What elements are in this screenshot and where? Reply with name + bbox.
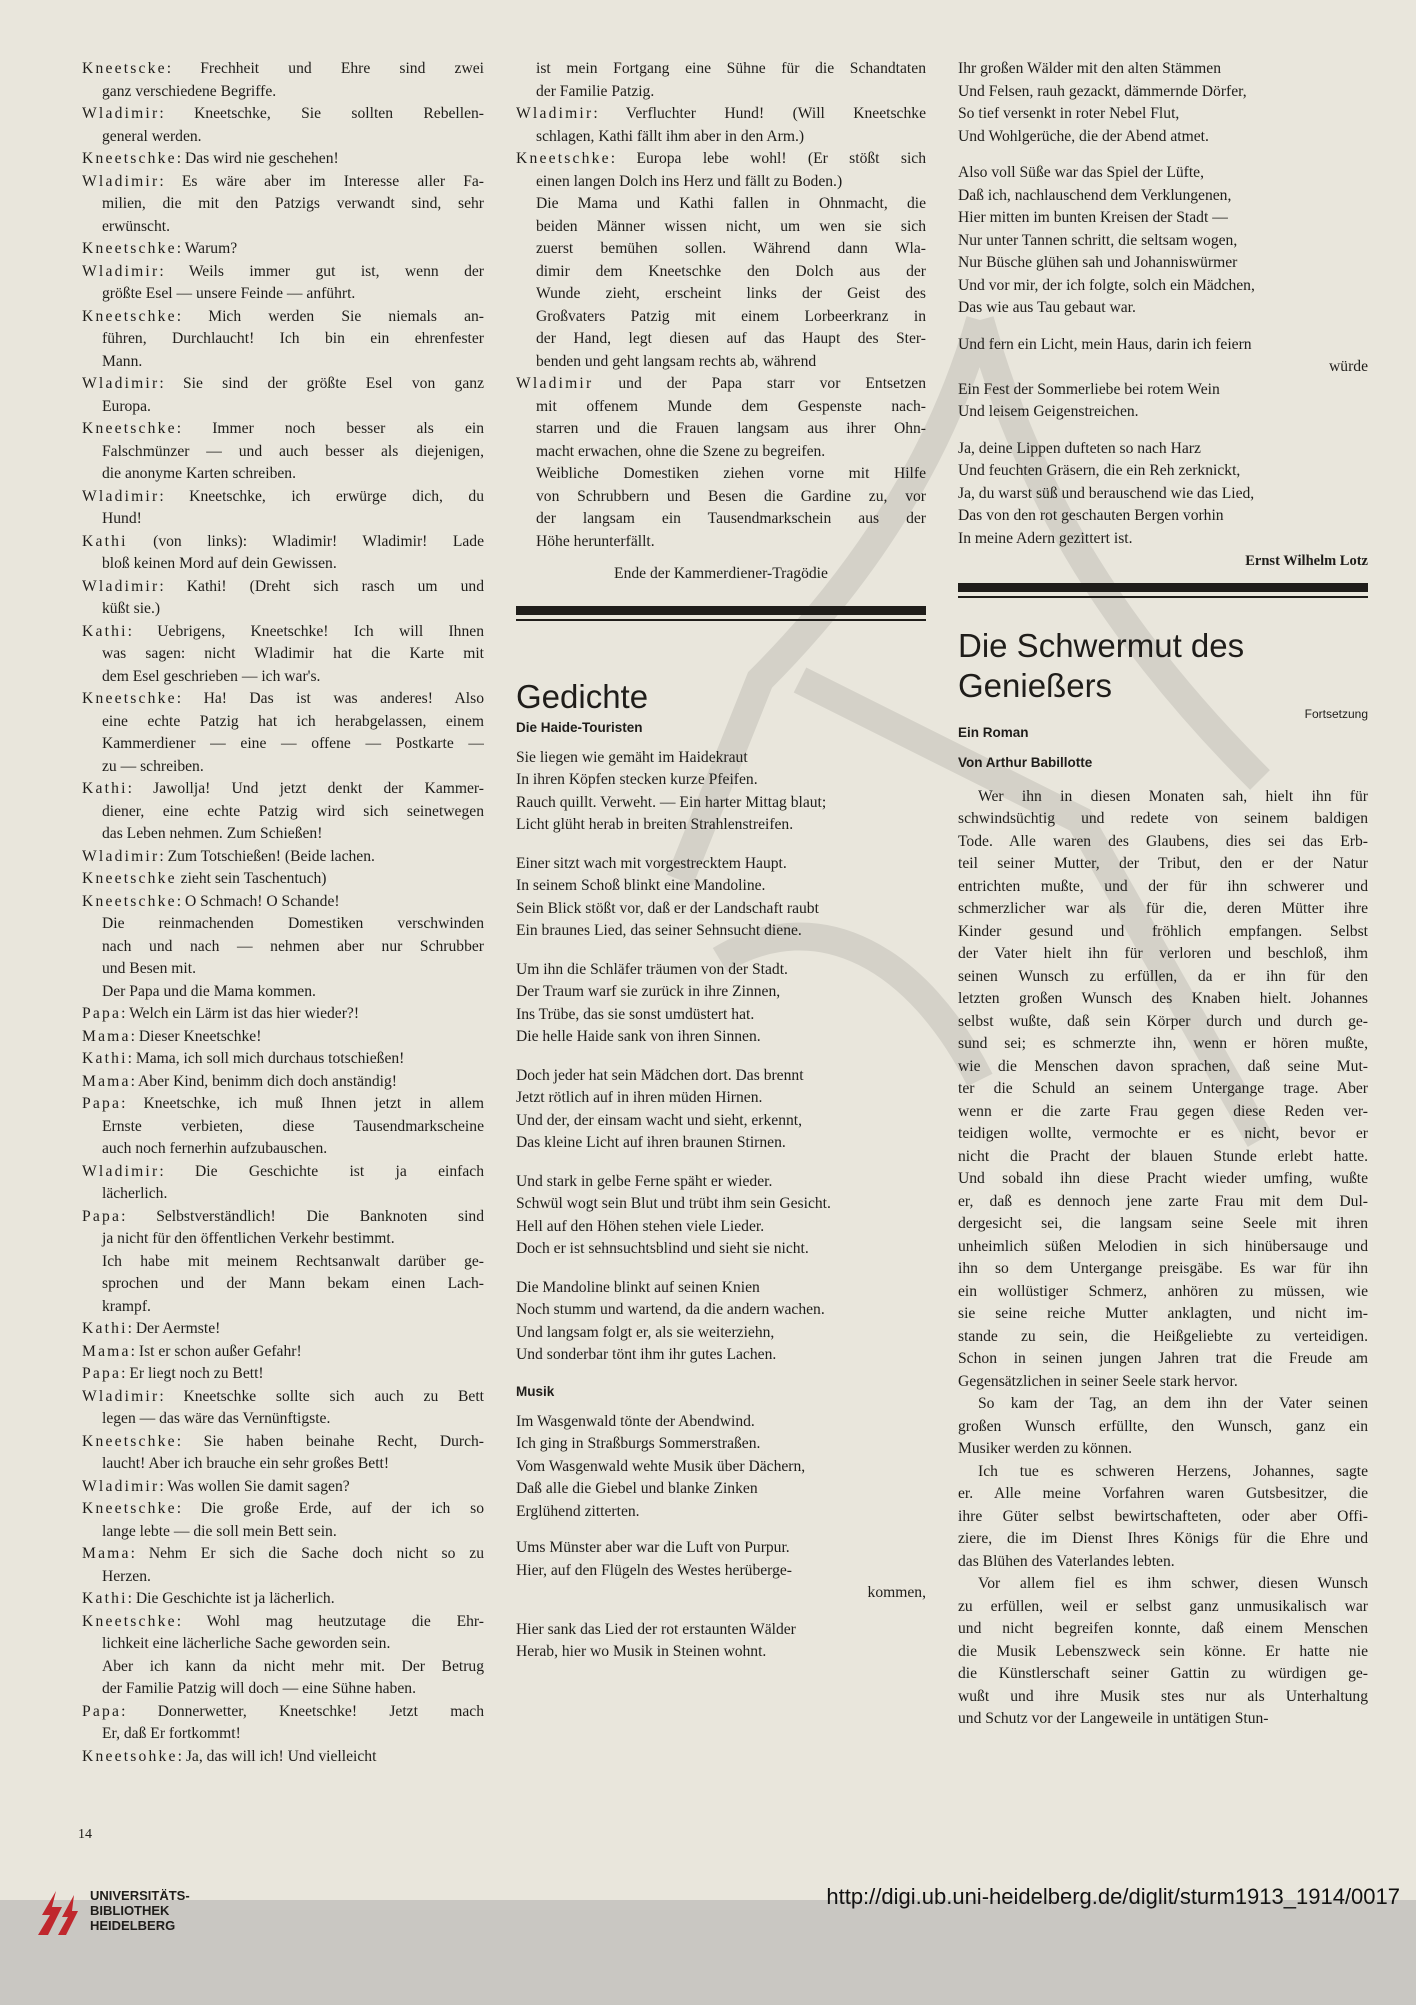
speaker-name: Mama — [82, 1072, 131, 1090]
text-line: Mama: Dieser Kneetschke! — [82, 1027, 262, 1045]
poem-line: Ein braunes Lied, das seiner Sehnsucht diene. — [516, 922, 802, 939]
text-line: Europa. — [102, 397, 151, 415]
poem-line: Und feuchten Gräsern, die ein Reh zerknickt, — [958, 462, 1241, 479]
text-line: Kathi: Mama, ich soll mich durchaus totschießen! — [82, 1050, 405, 1067]
speaker-name: Wladimir — [82, 172, 160, 190]
poem-line: Sie liegen wie gemäht im Haidekraut — [516, 748, 748, 766]
text-line: Aber ich kann da nicht mehr mit. Der Betrug — [102, 1657, 484, 1675]
text-line: starren und die Frauen langsam aus ihrer Ohn- — [536, 420, 926, 437]
speaker-name: Wladimir — [82, 847, 160, 865]
column-left-drama — [82, 58, 484, 1768]
text-line: Wladimir: Die Geschichte ist ja einfach — [82, 1162, 484, 1180]
text-line: auch noch fernerhin aufzubauschen. — [102, 1140, 328, 1157]
text-line: general werden. — [102, 127, 202, 145]
poem-line: In meine Adern gezittert ist. — [958, 529, 1133, 547]
poem-line: Daß ich, nachlauschend dem Verklungenen, — [958, 186, 1232, 204]
text-line: zuerst bemühen sollen. Während dann Wla- — [536, 240, 926, 257]
text-line: Papa: Selbstverständlich! Die Banknoten sind — [82, 1207, 484, 1225]
text-line: Kathi: Jawollja! Und jetzt denkt der Kammer- — [82, 780, 484, 797]
drama-conclusion — [516, 58, 926, 553]
text-line: Kammerdiener — eine — offene — Postkarte — — [102, 735, 484, 752]
poem-line: Und langsam folgt er, als sie weiterziehn, — [516, 1323, 775, 1341]
poem-line: Ums Münster aber war die Luft von Purpur. — [516, 1539, 790, 1556]
poem-line: Licht glüht herab in breiten Strahlenstreifen. — [516, 816, 794, 833]
text-line: Wladimir: Zum Totschießen! (Beide lachen. — [82, 847, 375, 865]
text-line: Mama: Ist er schon außer Gefahr! — [82, 1342, 302, 1360]
speaker-name: Kathi — [82, 1320, 128, 1337]
poem-line: Erglühend zitterten. — [516, 1502, 640, 1520]
text-line: der langsam ein Tausendmarkschein aus der — [536, 510, 926, 527]
novel-line: selbst wußte, daß sein Körper durch und durch ge- — [958, 1012, 1368, 1030]
novel-line: letzten großen Wunsch des Knaben hielt. Johannes — [958, 990, 1368, 1007]
novel-line: schwindsüchtig und redete von seinem baldigen — [958, 810, 1368, 827]
novel-line: Ich tue es schweren Herzens, Johannes, sagte — [978, 1462, 1368, 1480]
speaker-name: Kneetschke — [516, 150, 611, 167]
poem-line: In seinem Schoß blinkt eine Mandoline. — [516, 877, 766, 894]
text-line: Kneetscke: Frechheit und Ehre sind zwei — [82, 60, 484, 77]
text-line: Kneetschke: Die große Erde, auf der ich so — [82, 1500, 484, 1517]
text-line: Herzen. — [102, 1567, 151, 1585]
speaker-name: Wladimir — [82, 1387, 160, 1405]
poem-line: Ich ging in Straßburgs Sommerstraßen. — [516, 1435, 761, 1452]
text-line: Papa: Welch ein Lärm ist das hier wieder?! — [82, 1005, 360, 1022]
speaker-name: Kathi — [82, 622, 128, 640]
text-line: Mama: Nehm Er sich die Sache doch nicht so zu — [82, 1545, 484, 1562]
text-line: Papa: Kneetschke, ich muß Ihnen jetzt in allem — [82, 1095, 484, 1112]
speaker-name: Kneetschke — [82, 1432, 177, 1450]
text-line: Mann. — [102, 352, 143, 370]
poem-musik — [516, 1411, 926, 1664]
text-line: Wladimir und der Papa starr vor Entsetzen — [516, 375, 926, 392]
poem-haide-touristen — [516, 747, 926, 1367]
text-line: Kneetschke: Warum? — [82, 240, 238, 257]
text-line: Wladimir: Kathi! (Dreht sich rasch um und — [82, 577, 484, 595]
novel-line: Musiker werden zu können. — [958, 1440, 1133, 1457]
text-line: Mama: Aber Kind, benimm dich doch anständig! — [82, 1072, 397, 1090]
text-line: küßt sie.) — [102, 600, 161, 617]
text-line: eine echte Patzig hat ich herabgelassen, einem — [102, 712, 484, 730]
novel-line: zu erfüllen, weil er selbst ganz unmusikalisch war — [958, 1597, 1368, 1615]
speaker-name: Kathi — [82, 1050, 128, 1067]
novel-line: er, daß es dennoch jene zarte Frau mit dem Dul- — [958, 1192, 1368, 1210]
speaker-name: Kneetschke — [82, 240, 177, 257]
speaker-name: Papa — [82, 1702, 122, 1720]
text-line: Kathi: Die Geschichte ist ja lächerlich. — [82, 1590, 335, 1607]
speaker-name: Wladimir — [82, 375, 160, 392]
text-line: milien, die mit den Patzigs verwandt sind, sehr — [102, 195, 484, 212]
poem-line: Und sonderbar tönt ihm ihr gutes Lachen. — [516, 1346, 777, 1363]
speaker-name: Mama — [82, 1342, 131, 1360]
text-line: führen, Durchlaucht! Ich bin ein ehrenfester — [102, 330, 484, 347]
text-line: Wladimir: Sie sind der größte Esel von ganz — [82, 375, 484, 392]
novel-line: sund sei; es schmerzte ihn, wenn er hören mußte, — [958, 1035, 1368, 1052]
digitization-url-link[interactable]: http://digi.ub.uni-heidelberg.de/diglit/sturm1913_1914/0017 — [826, 1884, 1400, 1909]
text-line: erwünscht. — [102, 217, 170, 235]
poem-line: Hier sank das Lied der rot erstaunten Wälder — [516, 1620, 796, 1638]
text-line: Kneetschke: Immer noch besser als ein — [82, 420, 484, 437]
speaker-name: Kneetschke — [82, 1500, 177, 1517]
text-line: Wladimir: Kneetschke sollte sich auch zu Bett — [82, 1387, 484, 1405]
poem-line: Und vor mir, der ich folgte, solch ein Mädchen, — [958, 276, 1255, 294]
text-line: Kneetschke: Das wird nie geschehen! — [82, 150, 339, 167]
text-line: das Leben nehmen. Zum Schießen! — [102, 825, 323, 842]
poem-line: Ihr großen Wälder mit den alten Stämmen — [958, 60, 1221, 77]
speaker-name: Papa — [82, 1207, 122, 1225]
text-line: Kneetsohke: Ja, das will ich! Und vielleicht — [82, 1747, 377, 1765]
poem-line-wrap: würde — [1329, 358, 1368, 375]
library-name-line2: BIBLIOTHEK — [90, 1903, 170, 1918]
poem-line: Vom Wasgenwald wehte Musik über Dächern, — [516, 1457, 806, 1475]
poem-line: Die helle Haide sank von ihren Sinnen. — [516, 1028, 761, 1045]
novel-line: entrichten mußte, und der für ihn schwerer und — [958, 877, 1368, 895]
novel-line: ter die Schuld an seinem Untergange trage. Aber — [958, 1080, 1368, 1097]
novel-line: wenn er die zarte Frau gegen diese Reden ver- — [958, 1102, 1368, 1120]
novel-line: schmerzlicher war als für die, deren Mütter ihre — [958, 900, 1368, 917]
novel-line: unheimlich süßen Melodien in sich hinübersauge und — [958, 1237, 1368, 1255]
text-line: legen — das wäre das Vernünftigste. — [102, 1410, 331, 1427]
novel-subtitle: Ein Roman — [958, 724, 1029, 740]
poem-line: Ein Fest der Sommerliebe bei rotem Wein — [958, 380, 1220, 398]
text-line: Die Mama und Kathi fallen in Ohnmacht, die — [536, 195, 926, 212]
text-line: Die reinmachenden Domestiken verschwinden — [102, 915, 484, 932]
text-line: lichkeit eine lächerliche Sache geworden sein. — [102, 1635, 391, 1652]
speaker-name: Papa — [82, 1365, 122, 1382]
section-divider-thick — [516, 606, 926, 615]
novel-line: nicht die Pracht der blauen Stunde erlebt hatte. — [958, 1147, 1368, 1165]
text-line: Wladimir: Verfluchter Hund! (Will Kneetschke — [516, 105, 926, 122]
text-line: Wladimir: Was wollen Sie damit sagen? — [82, 1477, 350, 1495]
novel-line: Gegensätzlichen in seiner Seele stark hervor. — [958, 1372, 1238, 1390]
novel-line: seinen Wunsch zu erfüllen, da er ihn für den — [958, 967, 1368, 985]
poem-line: Das von den rot geschauten Bergen vorhin — [958, 507, 1224, 524]
text-line: krampf. — [102, 1297, 151, 1315]
novel-line: wußt und ihre Musik stes nur als Unterhaltung — [958, 1687, 1368, 1705]
column-right — [958, 58, 1368, 1731]
speaker-name: Wladimir — [82, 105, 160, 122]
text-line: ja nicht für den öffentlichen Verkehr bestimmt. — [102, 1230, 395, 1247]
speaker-name: Kneetschke — [82, 892, 177, 910]
library-name-line1: UNIVERSITÄTS- — [90, 1888, 190, 1903]
text-line: was sagen: nicht Wladimir hat die Karte mit — [102, 645, 484, 662]
novel-line: Tode. Alle waren des Glaubens, dies sei das Erb- — [958, 832, 1368, 850]
poem-line: Das kleine Licht auf ihren braunen Stirnen. — [516, 1134, 786, 1151]
poem-line: Jetzt rötlich auf in ihren müden Hirnen. — [516, 1089, 763, 1106]
novel-line: stande zu sein, die Heißgeliebte zu verteidigen. — [958, 1327, 1368, 1345]
text-line: Höhe herunterfällt. — [536, 532, 655, 550]
novel-line: teil seiner Mutter, der Tribut, den er der Natur — [958, 855, 1368, 872]
poem-line: Schwül wogt sein Blut und trübt ihm sein Gesicht. — [516, 1195, 831, 1212]
novel-continued-label: Fortsetzung — [1304, 706, 1368, 721]
text-line: lächerlich. — [102, 1185, 168, 1202]
speaker-name: Kneetschke — [82, 307, 177, 325]
poem-line: Und stark in gelbe Ferne späht er wieder. — [516, 1172, 773, 1190]
text-line: Falschmünzer — und auch besser als diejenigen, — [102, 442, 484, 460]
text-line: Ich habe mit meinem Rechtsanwalt darüber ge- — [102, 1252, 484, 1270]
poem-line: Das wie aus Tau gebaut war. — [958, 299, 1136, 316]
text-line: zu — schreiben. — [102, 757, 204, 775]
poem-author: Ernst Wilhelm Lotz — [1245, 553, 1368, 569]
speaker-name: Kneetschke — [82, 150, 177, 167]
poem-line: Hier, auf den Flügeln des Westes herüberge- — [516, 1561, 792, 1579]
poem-title-musik: Musik — [516, 1383, 555, 1399]
speaker-name: Kneetscke — [82, 60, 167, 77]
novel-line: sie seine reiche Mutter anklagten, und nicht im- — [958, 1305, 1368, 1322]
poem-line: Doch er ist sehnsuchtsblind und sieht sie nicht. — [516, 1240, 809, 1257]
text-line: bloß keinen Mord auf dein Gewissen. — [102, 555, 337, 572]
speaker-name: Wladimir — [82, 577, 160, 595]
speaker-name: Wladimir — [82, 1162, 160, 1180]
text-line: Kneetschke: Ha! Das ist was anderes! Also — [82, 690, 484, 707]
text-line: beiden Männer wissen nicht, um wen sie sich — [536, 217, 926, 235]
text-line: nach und nach — nehmen aber nur Schrubber — [102, 937, 484, 955]
text-line: Wladimir: Kneetschke, Sie sollten Rebellen- — [82, 105, 484, 122]
text-line: Kathi: Der Aermste! — [82, 1320, 221, 1337]
text-line: Kneetschke: Sie haben beinahe Recht, Durch- — [82, 1432, 484, 1450]
speaker-name: Kneetschke — [82, 870, 177, 887]
text-line: Kneetschke: Europa lebe wohl! (Er stößt sich — [516, 150, 926, 167]
library-logo-icon — [34, 1885, 80, 1939]
text-line: Kathi (von links): Wladimir! Wladimir! Lade — [82, 532, 484, 550]
speaker-name: Wladimir — [82, 1477, 160, 1495]
novel-line: teidigen wollte, vermochte er es nicht, bevor er — [958, 1125, 1368, 1142]
poem-line: Also voll Süße war das Spiel der Lüfte, — [958, 164, 1204, 181]
novel-line: ziere, die im Dienst Ihres Königs für die Ehre und — [958, 1530, 1368, 1547]
speaker-name: Wladimir — [516, 375, 594, 392]
speaker-name: Wladimir — [82, 262, 160, 280]
poem-line: Daß alle die Giebel und blanke Zinken — [516, 1480, 758, 1497]
speaker-name: Kathi — [82, 1590, 128, 1607]
speaker-name: Mama — [82, 1545, 131, 1562]
poem-line: Herab, hier wo Musik in Steinen wohnt. — [516, 1643, 767, 1660]
drama-end-note: Ende der Kammerdiener-Tragödie — [614, 565, 828, 582]
speaker-name: Kathi — [82, 532, 128, 550]
poem-line: So tief versenkt in roter Nebel Flut, — [958, 105, 1180, 122]
text-line: Papa: Donnerwetter, Kneetschke! Jetzt mach — [82, 1702, 484, 1720]
text-line: ist mein Fortgang eine Sühne für die Schandtaten — [536, 60, 926, 77]
poem-line: Im Wasgenwald tönte der Abendwind. — [516, 1412, 755, 1430]
novel-line: Kinder gesund und fröhlich empfangen. Selbst — [958, 922, 1368, 940]
novel-line: die Musik Lebenszweck sein könne. Er hatte nie — [958, 1642, 1368, 1660]
poem-line: Sein Blick stößt vor, daß er der Landschaft raubt — [516, 899, 819, 917]
poem-line: Hier mitten im bunten Kreisen der Stadt — — [958, 209, 1228, 226]
novel-line: die Künstlerschaft seiner Gattin zu würdigen ge- — [958, 1665, 1368, 1682]
text-line: Kneetschke: O Schmach! O Schande! — [82, 892, 340, 910]
poem-line: Doch jeder hat sein Mädchen dort. Das brennt — [516, 1066, 804, 1084]
text-line: Er, daß Er fortkommt! — [102, 1725, 241, 1742]
text-line: Kathi: Uebrigens, Kneetschke! Ich will Ihnen — [82, 622, 484, 640]
text-line: macht erwachen, ohne die Szene zu begreifen. — [536, 442, 826, 460]
novel-heading-line1: Die Schwermut des — [958, 626, 1245, 664]
novel-line: er. Alle meine Vorfahren waren Gutsbesitzer, die — [958, 1485, 1368, 1502]
novel-line: ein wollüstiger Schmerz, anhören zu müssen, wie — [958, 1282, 1368, 1300]
text-line: und Besen mit. — [102, 960, 196, 977]
speaker-name: Kneetschke — [82, 1612, 177, 1630]
text-line: laucht! Aber ich brauche ein sehr großes Bett! — [102, 1455, 390, 1472]
text-line: die anonyme Karten schreiben. — [102, 465, 296, 482]
text-line: ganz verschiedene Begriffe. — [102, 82, 277, 100]
text-line: größte Esel — unsere Feinde — anführt. — [102, 285, 356, 302]
text-line: Wladimir: Weils immer gut ist, wenn der — [82, 262, 484, 280]
novel-line: ihre Güter selbst bewirtschafteten, oder aber Offi- — [958, 1507, 1368, 1525]
text-line: der Familie Patzig. — [536, 82, 655, 100]
novel-line: wie die Menschen davon sprachen, daß seine Mut- — [958, 1057, 1368, 1075]
novel-line: Und sobald ihn diese Pracht wieder umfing, wußte — [958, 1170, 1368, 1187]
novel-line: Vor allem fiel es ihm schwer, diesen Wunsch — [978, 1575, 1368, 1592]
poem-line: Und fern ein Licht, mein Haus, darin ich feiern — [958, 335, 1252, 353]
novel-line: der Vater hielt ihn für verloren und beschloß, ihm — [958, 945, 1368, 962]
poem-line: Um ihn die Schläfer träumen von der Stadt. — [516, 960, 788, 978]
poem-line-wrap: kommen, — [867, 1584, 926, 1601]
poem-line: Die Mandoline blinkt auf seinen Knien — [516, 1278, 760, 1296]
novel-line: So kam der Tag, an dem ihn der Vater seinen — [978, 1395, 1368, 1412]
poem-musik-continued — [958, 58, 1368, 550]
speaker-name: Mama — [82, 1027, 131, 1045]
novel-line: Wer ihn in diesen Monaten sah, hielt ihn für — [978, 787, 1368, 805]
novel-line: das Blühen des Vaterlandes lebten. — [958, 1552, 1175, 1570]
text-line: dem Esel geschrieben — ich war's. — [102, 667, 321, 685]
page-number: 14 — [78, 1827, 92, 1842]
column-middle — [516, 58, 926, 1664]
novel-text — [958, 786, 1368, 1731]
poem-line: Und leisem Geigenstreichen. — [958, 403, 1139, 420]
text-line: dimir dem Kneetschke den Dolch aus der — [536, 262, 926, 280]
text-line: Kneetschke: Wohl mag heutzutage die Ehr- — [82, 1612, 484, 1630]
text-line: Ernste verbieten, diese Tausendmarkscheine — [102, 1117, 484, 1135]
novel-line: und Schutz vor der Langeweile in untätigen Stun- — [958, 1710, 1269, 1727]
text-line: der Hand, legt diesen auf das Haupt des Ster- — [536, 330, 926, 347]
text-line: einen langen Dolch ins Herz und fällt zu Boden.) — [536, 172, 843, 190]
novel-line: ihn so dem Untergange preisgäbe. Es war für ihn — [958, 1260, 1368, 1277]
poem-line: Einer sitzt wach mit vorgestrecktem Haupt. — [516, 854, 787, 872]
novel-line: und nicht begreifen konnte, daß einem Menschen — [958, 1620, 1368, 1637]
poem-line: Nur unter Tannen schritt, die seltsam wogen, — [958, 231, 1238, 249]
novel-line: großen Wunsch erfüllte, den Wunsch, ganz ein — [958, 1417, 1368, 1435]
poem-line: Der Traum warf sie zurück in ihre Zinnen, — [516, 983, 781, 1000]
speaker-name: Papa — [82, 1095, 122, 1112]
text-line: der Familie Patzig will doch — eine Sühne haben. — [102, 1680, 416, 1697]
text-line: mit offenem Munde dem Gespenste nach- — [536, 397, 926, 415]
text-line: Weibliche Domestiken ziehen vorne mit Hilfe — [536, 465, 926, 482]
library-name — [90, 1888, 190, 1933]
speaker-name: Wladimir — [516, 105, 594, 122]
poems-heading: Gedichte — [516, 677, 649, 715]
novel-author: Von Arthur Babillotte — [958, 754, 1093, 770]
text-line: Großvaters Patzig mit einem Lorbeerkranz in — [536, 307, 926, 325]
poem-line: Ins Trübe, das sie sonst umdüstert hat. — [516, 1005, 755, 1023]
text-line: von Schrubbern und Besen die Gardine zu, vor — [536, 487, 926, 505]
text-line: Kneetschke: Mich werden Sie niemals an- — [82, 307, 484, 325]
poem-line: Und Felsen, rauh gezackt, dämmernde Dörfer, — [958, 82, 1247, 100]
poem-line: Und Wohlgerüche, die der Abend atmet. — [958, 127, 1209, 145]
poem-line: Rauch quillt. Verweht. — Ein harter Mittag blaut; — [516, 793, 827, 811]
text-line: Wladimir: Kneetschke, ich erwürge dich, du — [82, 487, 484, 505]
section-divider-thick — [958, 583, 1368, 592]
speaker-name: Papa — [82, 1005, 122, 1022]
speaker-name: Kneetschke — [82, 420, 177, 437]
poem-line: In ihren Köpfen stecken kurze Pfeifen. — [516, 771, 758, 788]
speaker-name: Kathi — [82, 780, 128, 797]
poem-line: Ja, deine Lippen dufteten so nach Harz — [958, 439, 1201, 457]
text-line: Hund! — [102, 510, 142, 527]
novel-heading-line2: Genießers — [958, 666, 1113, 704]
text-line: Wunde zieht, erscheint links der Geist des — [536, 285, 926, 302]
novel-line: dergesicht sei, die langsam seine Seele mit ihren — [958, 1215, 1368, 1232]
text-line: Papa: Er liegt noch zu Bett! — [82, 1365, 264, 1382]
poem-line: Ja, du warst süß und berauschend wie das Lied, — [958, 484, 1255, 502]
footer-bar — [0, 1900, 1416, 2005]
text-line: schlagen, Kathi fällt ihm aber in den Arm.) — [536, 127, 805, 145]
speaker-name: Wladimir — [82, 487, 160, 505]
poem-title-haide-touristen: Die Haide-Touristen — [516, 719, 643, 735]
speaker-name: Kneetschke — [82, 690, 177, 707]
library-name-line3: HEIDELBERG — [90, 1918, 176, 1933]
text-line: diener, eine echte Patzig wird sich seinetwegen — [102, 802, 484, 820]
poem-line: Und der, der einsam wacht und sieht, erkennt, — [516, 1111, 803, 1129]
text-line: Wladimir: Es wäre aber im Interesse aller Fa- — [82, 172, 484, 190]
poem-line: Nur Büsche glühen sah und Johanniswürmer — [958, 254, 1238, 271]
text-line: Der Papa und die Mama kommen. — [102, 982, 316, 1000]
text-line: sprochen und der Mann bekam einen Lach- — [102, 1275, 484, 1292]
text-line: lange lebte — die soll mein Bett sein. — [102, 1522, 337, 1540]
speaker-name: Kneetsohke — [82, 1747, 178, 1765]
poem-line: Hell auf den Höhen stehen viele Lieder. — [516, 1217, 765, 1235]
poem-line: Noch stumm und wartend, da die andern wachen. — [516, 1301, 825, 1318]
text-line: benden und geht langsam rechts ab, während — [536, 352, 817, 370]
novel-line: Schon in seinen jungen Jahren trat die Freude am — [958, 1350, 1368, 1367]
text-line: Kneetschke zieht sein Taschentuch) — [82, 870, 327, 887]
